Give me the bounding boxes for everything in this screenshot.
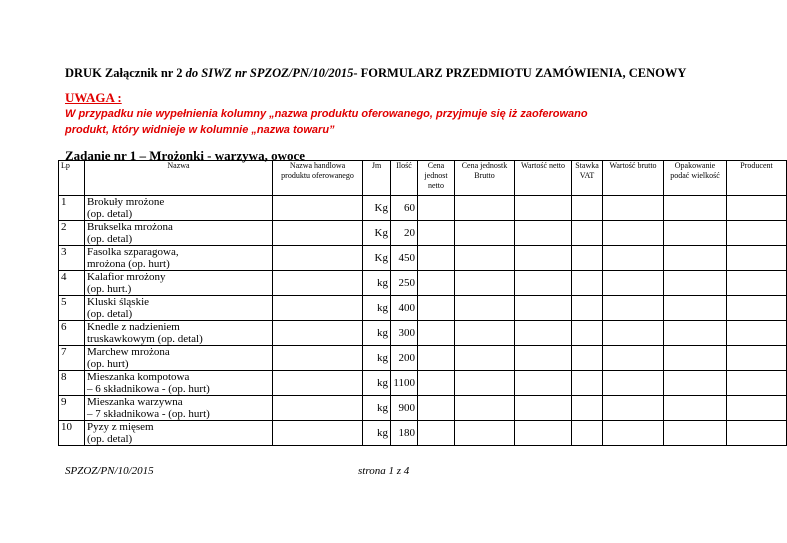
row-packaging-cell: [664, 346, 727, 371]
document-title: [65, 66, 686, 81]
row-unit-net-price-cell: [418, 346, 455, 371]
row-product-name: [85, 396, 273, 421]
row-packaging-cell: [664, 321, 727, 346]
row-unit-net-price-cell: [418, 296, 455, 321]
col-header-packaging: Opakowanie podać wielkość: [664, 161, 727, 196]
row-gross-value-cell: [603, 221, 664, 246]
row-unit-net-price-cell: [418, 421, 455, 446]
product-packaging-note: (op. detal): [87, 208, 133, 220]
row-lp: 3: [59, 246, 85, 271]
row-trade-name-cell: [273, 371, 363, 396]
table-row: [59, 346, 787, 371]
row-packaging-cell: [664, 421, 727, 446]
row-producer-cell: [727, 396, 787, 421]
row-lp: 4: [59, 271, 85, 296]
row-producer-cell: [727, 296, 787, 321]
title-part3: - FORMULARZ PRZEDMIOTU ZAMÓWIENIA, CENOWY: [353, 66, 687, 80]
table-header-row: [59, 161, 787, 196]
row-producer-cell: [727, 421, 787, 446]
col-header-vat-rate: Stawka VAT: [572, 161, 603, 196]
product-name: Kalafior mrożony: [87, 271, 166, 283]
row-unit-gross-price-cell: [455, 421, 515, 446]
row-product-name: [85, 321, 273, 346]
product-packaging-note: mrożona (op. hurt): [87, 258, 170, 270]
product-packaging-note: (op. detal): [87, 433, 133, 445]
row-qty: 300: [391, 321, 418, 346]
row-vat-rate-cell: [572, 421, 603, 446]
col-header-producer: Producent: [727, 161, 787, 196]
row-net-value-cell: [515, 296, 572, 321]
row-trade-name-cell: [273, 271, 363, 296]
product-name: Mieszanka warzywna: [87, 396, 183, 408]
row-unit: kg: [363, 396, 391, 421]
row-vat-rate-cell: [572, 396, 603, 421]
product-name: Kluski śląskie: [87, 296, 150, 308]
row-producer-cell: [727, 196, 787, 221]
row-lp: 9: [59, 396, 85, 421]
product-packaging-note: (op. detal): [87, 233, 133, 245]
col-header-unit-net-price: Cena jednost netto: [418, 161, 455, 196]
col-header-net-value: Wartość netto: [515, 161, 572, 196]
footer-page-number: strona 1 z 4: [358, 465, 410, 477]
row-unit: kg: [363, 371, 391, 396]
row-gross-value-cell: [603, 246, 664, 271]
row-gross-value-cell: [603, 371, 664, 396]
row-vat-rate-cell: [572, 321, 603, 346]
row-unit-gross-price-cell: [455, 396, 515, 421]
row-product-name: [85, 296, 273, 321]
product-name: Pyzy z mięsem: [87, 421, 154, 433]
product-name: Mieszanka kompotowa: [87, 371, 190, 383]
row-product-name: [85, 346, 273, 371]
product-name: Brokuły mrożone: [87, 196, 165, 208]
row-net-value-cell: [515, 371, 572, 396]
row-lp: 2: [59, 221, 85, 246]
row-gross-value-cell: [603, 321, 664, 346]
row-vat-rate-cell: [572, 196, 603, 221]
row-unit: kg: [363, 421, 391, 446]
price-form-table: [58, 160, 787, 446]
row-unit: kg: [363, 346, 391, 371]
row-producer-cell: [727, 371, 787, 396]
row-unit: kg: [363, 271, 391, 296]
table-row: [59, 221, 787, 246]
row-net-value-cell: [515, 396, 572, 421]
row-unit: Kg: [363, 196, 391, 221]
row-unit-gross-price-cell: [455, 246, 515, 271]
row-vat-rate-cell: [572, 296, 603, 321]
table-row: [59, 321, 787, 346]
row-gross-value-cell: [603, 421, 664, 446]
row-producer-cell: [727, 271, 787, 296]
section-title: Zadanie nr 1 – Mrożonki - warzywa, owoce: [65, 148, 305, 163]
row-unit-gross-price-cell: [455, 371, 515, 396]
row-trade-name-cell: [273, 246, 363, 271]
row-product-name: [85, 196, 273, 221]
row-unit-gross-price-cell: [455, 196, 515, 221]
row-trade-name-cell: [273, 221, 363, 246]
row-vat-rate-cell: [572, 371, 603, 396]
title-part2: do SIWZ nr SPZOZ/PN/10/2015: [185, 66, 354, 80]
row-packaging-cell: [664, 296, 727, 321]
row-lp: 5: [59, 296, 85, 321]
row-qty: 400: [391, 296, 418, 321]
row-unit-net-price-cell: [418, 271, 455, 296]
row-unit-net-price-cell: [418, 196, 455, 221]
footer-doc-number: SPZOZ/PN/10/2015: [65, 465, 154, 477]
row-gross-value-cell: [603, 196, 664, 221]
row-packaging-cell: [664, 221, 727, 246]
title-part1: DRUK Załącznik nr 2: [65, 66, 186, 80]
row-gross-value-cell: [603, 296, 664, 321]
row-net-value-cell: [515, 246, 572, 271]
col-header-qty: Ilość: [391, 161, 418, 196]
col-header-name: Nazwa: [85, 161, 273, 196]
row-vat-rate-cell: [572, 221, 603, 246]
row-unit-net-price-cell: [418, 246, 455, 271]
row-product-name: [85, 246, 273, 271]
product-name: Marchew mrożona: [87, 346, 170, 358]
row-unit-gross-price-cell: [455, 271, 515, 296]
row-trade-name-cell: [273, 421, 363, 446]
row-trade-name-cell: [273, 321, 363, 346]
row-gross-value-cell: [603, 346, 664, 371]
row-vat-rate-cell: [572, 271, 603, 296]
row-qty: 1100: [391, 371, 418, 396]
product-packaging-note: – 7 składnikowa - (op. hurt): [87, 408, 210, 420]
row-producer-cell: [727, 221, 787, 246]
warning-text-line1: W przypadku nie wypełnienia kolumny „nazwa produktu oferowanego, przyjmuje się iż zaoferowano: [65, 108, 588, 120]
row-trade-name-cell: [273, 296, 363, 321]
row-lp: 6: [59, 321, 85, 346]
table-row: [59, 196, 787, 221]
row-packaging-cell: [664, 371, 727, 396]
product-packaging-note: truskawkowym (op. detal): [87, 333, 203, 345]
row-packaging-cell: [664, 246, 727, 271]
table-row: [59, 246, 787, 271]
product-name: Brukselka mrożona: [87, 221, 173, 233]
row-net-value-cell: [515, 196, 572, 221]
row-packaging-cell: [664, 196, 727, 221]
warning-text-line2: produkt, który widnieje w kolumnie „nazwa towaru”: [65, 124, 335, 136]
row-product-name: [85, 421, 273, 446]
warning-label: UWAGA :: [65, 90, 122, 105]
row-gross-value-cell: [603, 396, 664, 421]
row-unit: kg: [363, 296, 391, 321]
row-gross-value-cell: [603, 271, 664, 296]
row-unit-gross-price-cell: [455, 321, 515, 346]
row-vat-rate-cell: [572, 346, 603, 371]
row-net-value-cell: [515, 321, 572, 346]
row-unit-gross-price-cell: [455, 346, 515, 371]
table-row: [59, 371, 787, 396]
product-name: Knedle z nadzieniem: [87, 321, 180, 333]
row-qty: 200: [391, 346, 418, 371]
row-unit-net-price-cell: [418, 221, 455, 246]
row-unit: Kg: [363, 221, 391, 246]
row-unit-net-price-cell: [418, 396, 455, 421]
row-producer-cell: [727, 346, 787, 371]
table-row: [59, 296, 787, 321]
product-packaging-note: (op. hurt): [87, 358, 129, 370]
product-name: Fasolka szparagowa,: [87, 246, 179, 258]
product-packaging-note: (op. detal): [87, 308, 133, 320]
row-net-value-cell: [515, 271, 572, 296]
row-vat-rate-cell: [572, 246, 603, 271]
row-producer-cell: [727, 321, 787, 346]
row-lp: 1: [59, 196, 85, 221]
row-product-name: [85, 221, 273, 246]
row-unit: kg: [363, 321, 391, 346]
row-qty: 250: [391, 271, 418, 296]
table-row: [59, 421, 787, 446]
row-qty: 180: [391, 421, 418, 446]
row-trade-name-cell: [273, 346, 363, 371]
row-unit-gross-price-cell: [455, 296, 515, 321]
row-packaging-cell: [664, 271, 727, 296]
row-qty: 900: [391, 396, 418, 421]
col-header-unit-gross-price: Cena jednostk Brutto: [455, 161, 515, 196]
row-trade-name-cell: [273, 396, 363, 421]
col-header-lp: Lp: [59, 161, 85, 196]
row-lp: 8: [59, 371, 85, 396]
row-net-value-cell: [515, 221, 572, 246]
product-packaging-note: – 6 składnikowa - (op. hurt): [87, 383, 210, 395]
row-product-name: [85, 271, 273, 296]
row-packaging-cell: [664, 396, 727, 421]
row-net-value-cell: [515, 346, 572, 371]
col-header-unit: Jm: [363, 161, 391, 196]
row-lp: 7: [59, 346, 85, 371]
row-producer-cell: [727, 246, 787, 271]
row-unit: Kg: [363, 246, 391, 271]
row-net-value-cell: [515, 421, 572, 446]
row-qty: 20: [391, 221, 418, 246]
row-unit-net-price-cell: [418, 321, 455, 346]
product-packaging-note: (op. hurt.): [87, 283, 132, 295]
row-unit-net-price-cell: [418, 371, 455, 396]
col-header-trade-name: Nazwa handlowa produktu oferowanego: [273, 161, 363, 196]
table-row: [59, 396, 787, 421]
row-lp: 10: [59, 421, 85, 446]
table-row: [59, 271, 787, 296]
row-product-name: [85, 371, 273, 396]
row-unit-gross-price-cell: [455, 221, 515, 246]
row-qty: 450: [391, 246, 418, 271]
col-header-gross-value: Wartość brutto: [603, 161, 664, 196]
row-trade-name-cell: [273, 196, 363, 221]
row-qty: 60: [391, 196, 418, 221]
